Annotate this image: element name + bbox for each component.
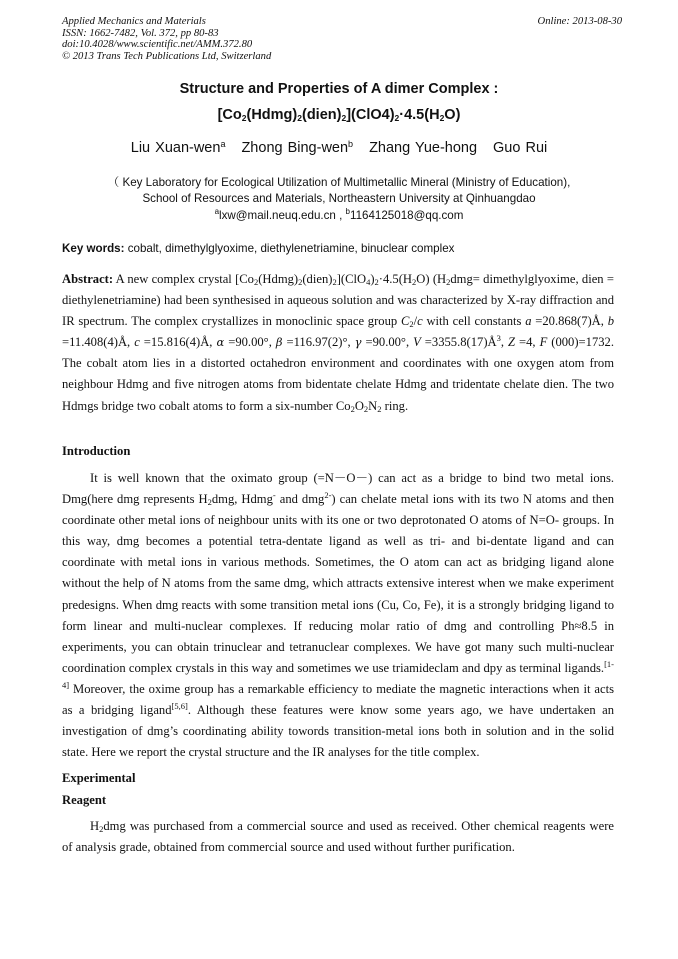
author-mark: b	[348, 139, 354, 149]
author-mark: a	[220, 139, 226, 149]
paper-title-formula: $[Co_2(Hdmg)_2(dien)_2](ClO4)_2\cdot 4.5(H_2O)$	[217, 107, 461, 123]
email-link[interactable]: 1164125018@qq.com	[349, 209, 464, 222]
affiliation-line: School of Resources and Materials, Northeastern University at Qinhuangdao	[142, 192, 536, 205]
introduction-paragraph: It is well known that the oximato group (=N－O－) can act as a bridge to bind two metal ions. Dmg(here dmg represents $H_2dmg$, Hdmg- and dmg$^{2-}$) can chelate metal ions with its two N atoms and then coordinate other metal ions of neighbour units with its one or two deprotonated O atoms of N=O- groups. In this way, dmg becomes a potential tetra-dentate ligand as well as tri- and bi-dentate ligand and can coordinate with metal ions in various methods. Sometimes, the O atom can act as bridging ligand alone without the help of N atoms from the same dmg, which attracts extensive interest when we make experiment predesigns. When dmg reacts with some transition metal ions (Cu, Co, Fe), it is a strongly bridging ligand to form linear and multi-nuclear complexes. If reducing molar ratio of dmg and controlling Ph≈8.5 in experiments, you can obtain trinuclear and tetranuclear complexes. We have got many such multi-nuclear coordination complex crystals in this way and sometimes we use triamideclam and dpy as terminal ligands.[1-4] Moreover, the oxime group has a remarkable efficiency to mediate the magnetic interactions when it acts as a bridging ligand[5,6]. Although these features were know some years ago, we have undertaken an investigation of dmg’s coordinating ability towords transition-metal ions both in solution and in the solid state. Here we report the crystal structure and the IR analyses for the title complex.	[62, 471, 614, 760]
affiliation-line: （ Key Laboratory for Ecological Utilization of Multimetallic Mineral (Ministry of Education),	[107, 176, 571, 189]
journal-name: Applied Mechanics and Materials	[62, 16, 206, 27]
reagent-paragraph: $H_2dmg$ was purchased from a commercial source and used as received. Other chemical reagents were of analysis grade, obtained from commercial source and used without further purification.	[62, 819, 614, 855]
paper-title: Structure and Properties of A dimer Complex :	[179, 81, 499, 97]
keywords-text: cobalt, dimethylglyoxime, diethylenetriamine, binuclear complex	[124, 242, 455, 255]
abstract-label: Abstract:	[62, 272, 114, 286]
journal-doi: doi:10.4028/www.scientific.net/AMM.372.80	[62, 39, 253, 50]
author-name: Zhang Yue-hong	[369, 140, 478, 156]
citation-ref[interactable]: [1-4]	[62, 658, 614, 690]
journal-issn: ISSN: 1662-7482, Vol. 372, pp 80-83	[62, 27, 219, 39]
author-name: Guo Rui	[493, 140, 548, 156]
online-date: Online: 2013-08-30	[537, 16, 622, 27]
section-heading-experimental: Experimental	[62, 771, 136, 785]
keywords	[62, 242, 616, 255]
email-link[interactable]: lxw@mail.neuq.edu.cn ,	[219, 209, 346, 222]
author-name: Zhong Bing-wen	[241, 140, 349, 156]
keywords-label: Key words:	[62, 242, 125, 255]
section-heading-introduction: Introduction	[62, 444, 131, 458]
author-list	[62, 140, 616, 156]
journal-copyright: © 2013 Trans Tech Publications Ltd, Switzerland	[62, 50, 272, 62]
author-name: Liu Xuan-wen	[130, 140, 221, 156]
citation-ref[interactable]: [5,6]	[171, 701, 188, 712]
abstract-paragraph: Abstract: A new complex crystal $[Co_2(Hdmg)_2(dien)_2](ClO_4)_2\cdot 4.5(H_2O)$ ($H_2dmg=$ dimethylglyoxime, dien = diethylenetriamine) had been synthesised in aqueous solution and was characterized by X-ray diffraction and IR spectrum. The complex crystallizes in monoclinic space group $C_2/c$ with cell constants a =20.868(7)Å, b =11.408(4)Å, c =15.816(4)Å, α =90.00°, β =116.97(2)°, γ =90.00°, $V =3355.8(17)Å^3$, Z =4, F (000)=1732. The cobalt atom lies in a distorted octahedron environment and coordinates with one oxygen atom from neighbour Hdmg and five nitrogen atoms from bidentate chelate Hdmg and tridentate chelate dien. The two Hdmgs bridge two cobalt atoms to form a six-number $Co_2O_2N_2$ ring.	[62, 272, 614, 414]
journal-header	[62, 16, 622, 62]
author-emails: $^a$lxw@mail.neuq.edu.cn , $^b$1164125018@qq.com	[214, 207, 464, 222]
subsection-heading-reagent: Reagent	[62, 793, 107, 807]
